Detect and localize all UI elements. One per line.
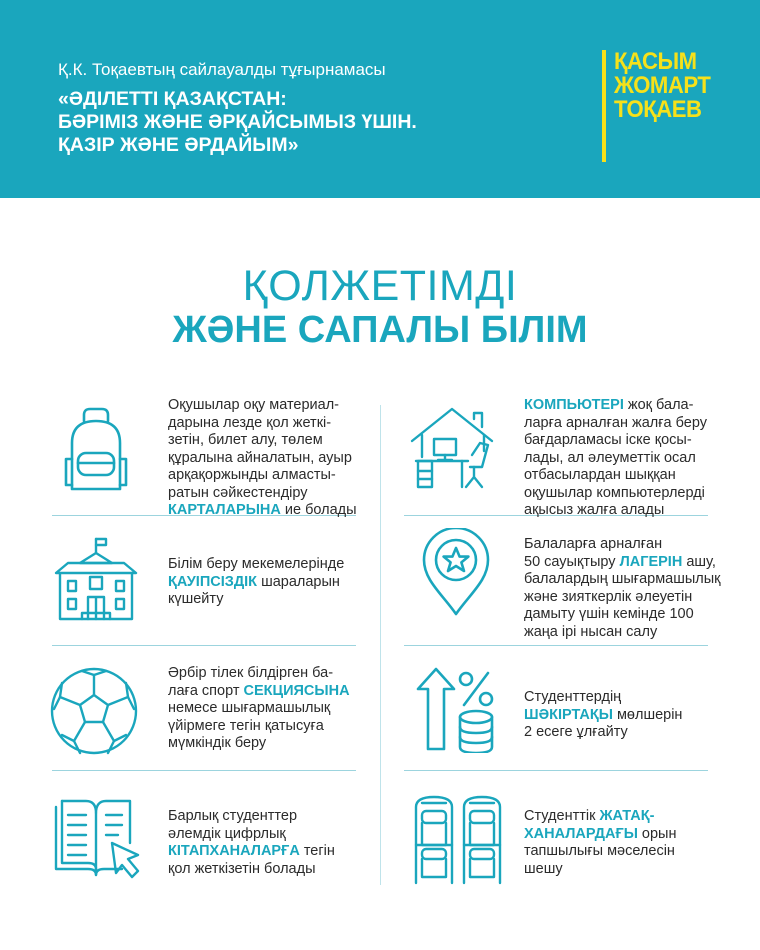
header-banner bbox=[0, 0, 760, 198]
text-fragment: Студенттердің bbox=[524, 689, 622, 705]
slogan-line: «ӘДІЛЕТТІ ҚАЗАҚСТАН: bbox=[58, 88, 287, 110]
column-divider bbox=[380, 405, 381, 885]
brand-line: ҚАСЫМ bbox=[614, 48, 697, 75]
football-icon bbox=[48, 665, 140, 757]
text-fragment: Оқушылар оқу материал- bbox=[168, 397, 340, 413]
text-fragment: тегін bbox=[299, 843, 335, 859]
text-fragment: дарына лезде қол жеткі- bbox=[168, 414, 332, 431]
text-fragment: ларға арналған жалға беру bbox=[524, 414, 707, 431]
text-fragment: 2 есеге ұлғайту bbox=[524, 724, 628, 740]
text-fragment: құралына айналатын, ауыр bbox=[168, 449, 352, 466]
text-fragment: жаңа ірі нысан салу bbox=[524, 623, 658, 640]
text-fragment: мөлшерін bbox=[612, 706, 683, 723]
section-title-line1: ҚОЛЖЕТІМДІ bbox=[242, 262, 518, 310]
highlight-keyword: ХАНАЛАРДАҒЫ bbox=[524, 825, 638, 842]
item-text-id-cards bbox=[168, 397, 368, 520]
brand-line: ТОҚАЕВ bbox=[614, 96, 702, 123]
text-fragment: лаға спорт bbox=[168, 682, 244, 699]
slogan-line: БӘРІМІЗ ЖӘНЕ ӘРҚАЙСЫМЫЗ ҮШІН. bbox=[58, 111, 417, 133]
row-divider bbox=[52, 645, 356, 646]
item-text-safety bbox=[168, 556, 368, 609]
program-subtitle: Қ.К. Тоқаевтың сайлауалды тұғырнамасы bbox=[58, 60, 386, 79]
text-fragment: балалардың шығармашылық bbox=[524, 571, 721, 587]
text-fragment: ие болады bbox=[280, 502, 357, 518]
row-divider bbox=[404, 645, 708, 646]
text-fragment: қол жеткізетін болады bbox=[168, 860, 316, 877]
text-fragment: дамыту үшін кемінде 100 bbox=[524, 606, 694, 622]
text-fragment: ақысыз жалға алады bbox=[524, 502, 665, 518]
text-fragment: Білім беру мекемелерінде bbox=[168, 556, 345, 572]
text-fragment: күшейту bbox=[168, 591, 224, 607]
text-fragment: 50 сауықтыру bbox=[524, 553, 620, 570]
growth-coins-percent-icon bbox=[412, 665, 500, 753]
item-text-digital-libraries bbox=[168, 808, 368, 878]
item-text-scholarship bbox=[524, 689, 734, 742]
text-fragment: және зияткерлік әлеуетін bbox=[524, 588, 693, 605]
school-building-icon bbox=[52, 535, 140, 623]
computer-desk-house-icon bbox=[408, 405, 500, 493]
slogan-line: ҚАЗІР ЖӘНЕ ӘРДАЙЫМ» bbox=[58, 134, 299, 156]
highlight-keyword: ҚАУІПСІЗДІК bbox=[168, 573, 258, 590]
text-fragment: лады, ал әлеуметтік осал bbox=[524, 449, 696, 466]
section-title-line2: ЖӘНЕ САПАЛЫ БІЛІМ bbox=[172, 309, 588, 351]
highlight-keyword: СЕКЦИЯСЫНА bbox=[243, 682, 350, 699]
highlight-keyword: КІТАПХАНАЛАРҒА bbox=[168, 843, 300, 859]
text-fragment: шешу bbox=[524, 860, 563, 877]
text-fragment: Барлық студенттер bbox=[168, 808, 298, 824]
dormitory-beds-icon bbox=[410, 793, 506, 885]
text-fragment: жоқ бала- bbox=[623, 397, 694, 413]
text-fragment: ратын сәйкестендіру bbox=[168, 484, 308, 501]
text-fragment: Студенттік bbox=[524, 808, 600, 824]
highlight-keyword: ЖАТАҚ- bbox=[599, 808, 655, 824]
row-divider bbox=[404, 770, 708, 771]
text-fragment: тапшылығы мәселесін bbox=[524, 843, 675, 859]
item-text-computer-rental bbox=[524, 397, 734, 520]
program-slogan bbox=[58, 88, 578, 157]
backpack-icon bbox=[52, 405, 140, 493]
text-fragment: ашу, bbox=[682, 553, 716, 570]
highlight-keyword: ШӘКІРТАҚЫ bbox=[524, 706, 613, 723]
text-fragment: әлемдік цифрлық bbox=[168, 825, 286, 842]
row-divider bbox=[52, 770, 356, 771]
item-text-camps bbox=[524, 536, 734, 641]
open-book-cursor-icon bbox=[52, 793, 144, 881]
brand-line: ЖОМАРТ bbox=[614, 72, 711, 99]
item-text-dormitories bbox=[524, 808, 734, 878]
text-fragment: Балаларға арналған bbox=[524, 536, 663, 552]
text-fragment: үйірмеге тегін қатысуға bbox=[168, 717, 324, 734]
highlight-keyword: КАРТАЛАРЫНА bbox=[168, 502, 281, 518]
text-fragment: бағдарламасы іске қосы- bbox=[524, 432, 692, 448]
text-fragment: оқушылар компьютерлерді bbox=[524, 484, 705, 501]
text-fragment: арқақоржынды алмасты- bbox=[168, 467, 336, 483]
text-fragment: мүмкіндік беру bbox=[168, 735, 267, 751]
highlight-keyword: ЛАГЕРІН bbox=[619, 553, 683, 570]
text-fragment: орын bbox=[637, 825, 677, 842]
text-fragment: зетін, билет алу, төлем bbox=[168, 432, 323, 448]
star-location-pin-icon bbox=[412, 528, 500, 616]
text-fragment: немесе шығармашылық bbox=[168, 700, 331, 716]
text-fragment: Әрбір тілек білдірген ба- bbox=[168, 665, 334, 681]
candidate-name-logo bbox=[602, 50, 719, 162]
item-text-sport-sections bbox=[168, 665, 368, 753]
text-fragment: отбасылардан шыққан bbox=[524, 467, 676, 483]
highlight-keyword: КОМПЬЮТЕРІ bbox=[524, 397, 624, 413]
text-fragment: шараларын bbox=[257, 573, 340, 590]
